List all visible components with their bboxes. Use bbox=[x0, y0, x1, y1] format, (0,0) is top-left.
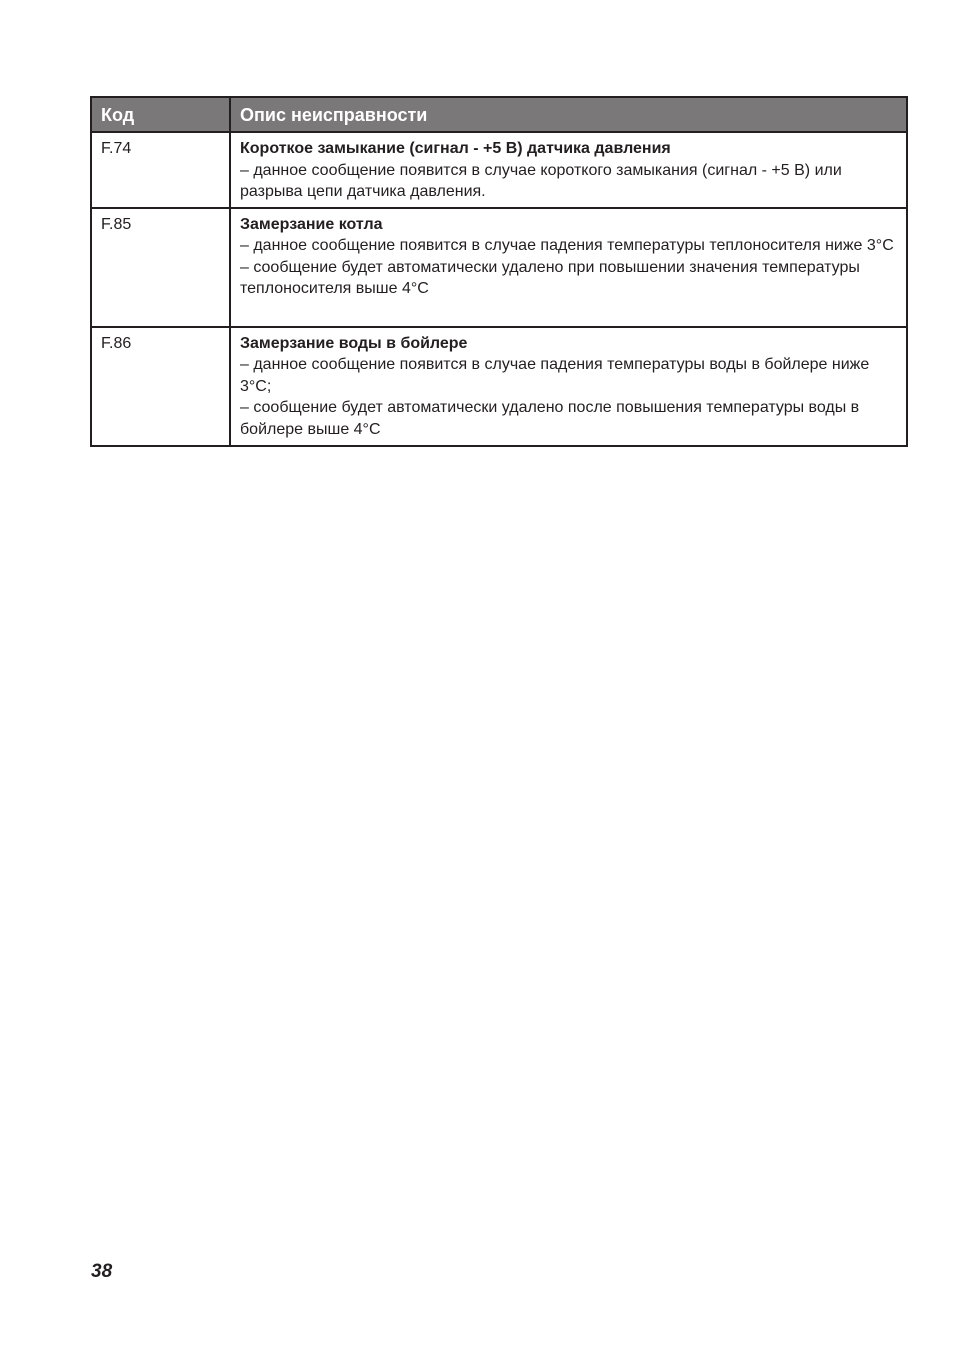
fault-code: F.86 bbox=[91, 327, 230, 446]
table-row bbox=[91, 327, 907, 446]
fault-title: Замерзание котла bbox=[240, 215, 383, 233]
page-number: 38 bbox=[91, 1261, 113, 1282]
table-row bbox=[91, 132, 907, 208]
fault-code: F.85 bbox=[91, 208, 230, 327]
table-row bbox=[91, 208, 907, 327]
table-header bbox=[91, 97, 907, 132]
fault-title: Замерзание воды в бойлере bbox=[240, 334, 468, 352]
fault-detail: – данное сообщение появится в случае падения температуры воды в бойлере ниже 3°C; bbox=[240, 356, 870, 395]
header-code: Код bbox=[91, 97, 230, 132]
fault-description bbox=[230, 327, 907, 446]
fault-description bbox=[230, 208, 907, 327]
fault-codes-table bbox=[90, 96, 908, 447]
fault-detail: – данное сообщение появится в случае падения температуры теплоносителя ниже 3°C bbox=[240, 237, 894, 254]
table-body bbox=[91, 132, 907, 446]
fault-code: F.74 bbox=[91, 132, 230, 208]
header-row bbox=[91, 97, 907, 132]
fault-detail: – данное сообщение появится в случае короткого замыкания (сигнал - +5 В) или разрыва цепи датчика давления. bbox=[240, 161, 842, 200]
fault-detail: – сообщение будет автоматически удалено при повышении значения температуры теплоносителя выше 4°C bbox=[240, 258, 860, 297]
fault-detail: – сообщение будет автоматически удалено после повышения температуры воды в бойлере выше 4°C bbox=[240, 399, 860, 438]
fault-title: Короткое замыкание (сигнал - +5 В) датчика давления bbox=[240, 140, 671, 157]
header-description: Опис неисправности bbox=[230, 97, 907, 132]
fault-description bbox=[230, 132, 907, 208]
